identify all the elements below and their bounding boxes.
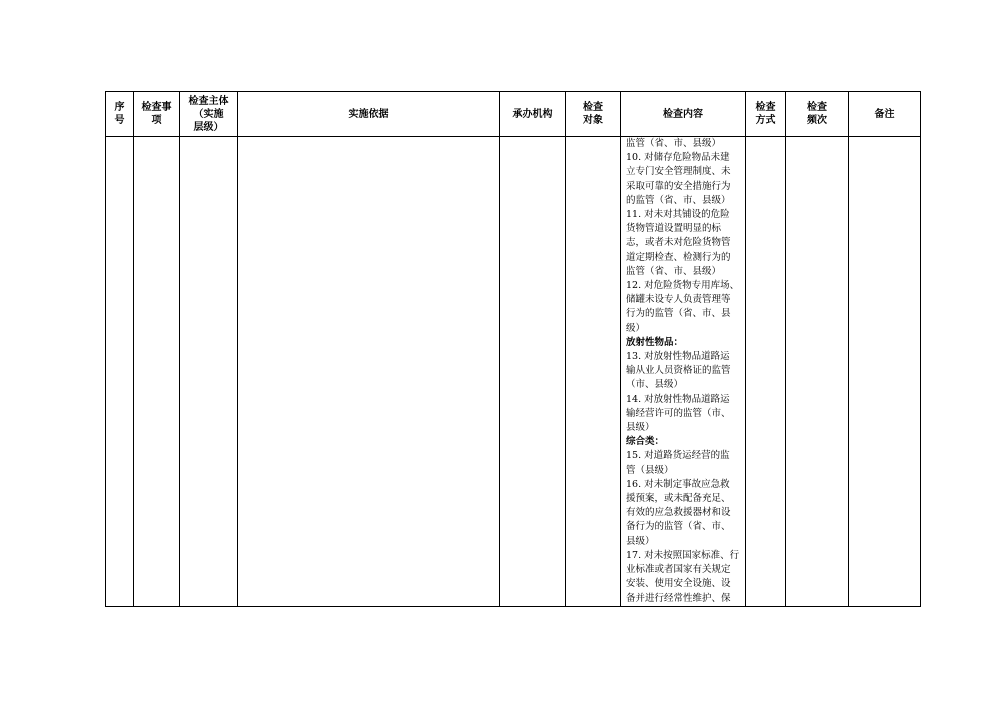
content-line: 志，或者未对危险货物管 (626, 237, 731, 249)
content-line: 备并进行经常性维护、保 (626, 592, 731, 604)
content-line: 储罐未设专人负责管理等 (626, 294, 731, 306)
content-line: 16. 对未制定事故应急救 (626, 478, 730, 490)
content-line: 监管（省、市、县级） (626, 138, 722, 149)
content-line: 道定期检查、检测行为的 (626, 251, 731, 263)
inspection-table (105, 91, 921, 607)
table-row (106, 137, 921, 607)
content-line: （市、县级） (626, 379, 684, 391)
cell-inspection-object (566, 137, 621, 607)
content-line: 15. 对道路货运经营的监 (626, 450, 730, 462)
content-line: 行为的监管（省、市、县 (626, 308, 731, 320)
header-inspection-subject: 检查主体 （实施 层级） (180, 92, 238, 137)
header-inspection-item: 检查事 项 (134, 92, 180, 137)
table-header-row (106, 92, 921, 137)
inspection-content-text (621, 137, 745, 606)
header-legal-basis: 实施依据 (238, 92, 500, 137)
cell-legal-basis (238, 137, 500, 607)
content-line: 14. 对放射性物品道路运 (626, 393, 730, 405)
content-line: 业标准或者国家有关规定 (626, 564, 731, 576)
content-line: 监管（省、市、县级） (626, 265, 722, 277)
content-line: 11. 对未对其铺设的危险 (626, 209, 730, 221)
content-line: 有效的应急救援器材和设 (626, 507, 731, 519)
content-line: 安装、使用安全设施、设 (626, 578, 731, 590)
content-line: 的监管（省、市、县级） (626, 194, 731, 206)
cell-remarks (849, 137, 921, 607)
content-line: 17. 对未按照国家标准、行 (626, 549, 740, 561)
header-inspection-frequency: 检查 频次 (786, 92, 849, 137)
content-line: 输从业人员资格证的监管 (626, 365, 731, 377)
header-serial: 序 号 (106, 92, 134, 137)
content-line: 备行为的监管（省、市、 (626, 521, 731, 533)
content-line: 立专门安全管理制度、未 (626, 166, 731, 178)
content-line: 输经营许可的监管（市、 (626, 407, 731, 419)
content-line: 县级） (626, 422, 655, 434)
cell-inspection-subject (180, 137, 238, 607)
content-line: 12. 对危险货物专用库场、 (626, 280, 740, 292)
content-line: 13. 对放射性物品道路运 (626, 351, 730, 363)
header-remarks: 备注 (849, 92, 921, 137)
header-inspection-content: 检查内容 (621, 92, 746, 137)
content-line: 10. 对储存危险物品未建 (626, 152, 730, 164)
cell-inspection-content (621, 137, 746, 607)
cell-inspection-method (746, 137, 786, 607)
content-line: 县级） (626, 535, 655, 547)
header-inspection-object: 检查 对象 (566, 92, 621, 137)
content-line: 采取可靠的安全措施行为 (626, 180, 731, 192)
content-category-heading: 放射性物品： (626, 336, 684, 348)
content-line: 级） (626, 322, 646, 334)
cell-serial (106, 137, 134, 607)
cell-inspection-frequency (786, 137, 849, 607)
header-inspection-method: 检查 方式 (746, 92, 786, 137)
cell-inspection-item (134, 137, 180, 607)
cell-handling-agency (500, 137, 566, 607)
content-category-heading: 综合类： (626, 436, 665, 448)
content-line: 管（县级） (626, 464, 674, 476)
content-line: 援预案，或未配备充足、 (626, 493, 731, 505)
header-handling-agency: 承办机构 (500, 92, 566, 137)
content-line: 货物管道设置明显的标 (626, 223, 722, 235)
